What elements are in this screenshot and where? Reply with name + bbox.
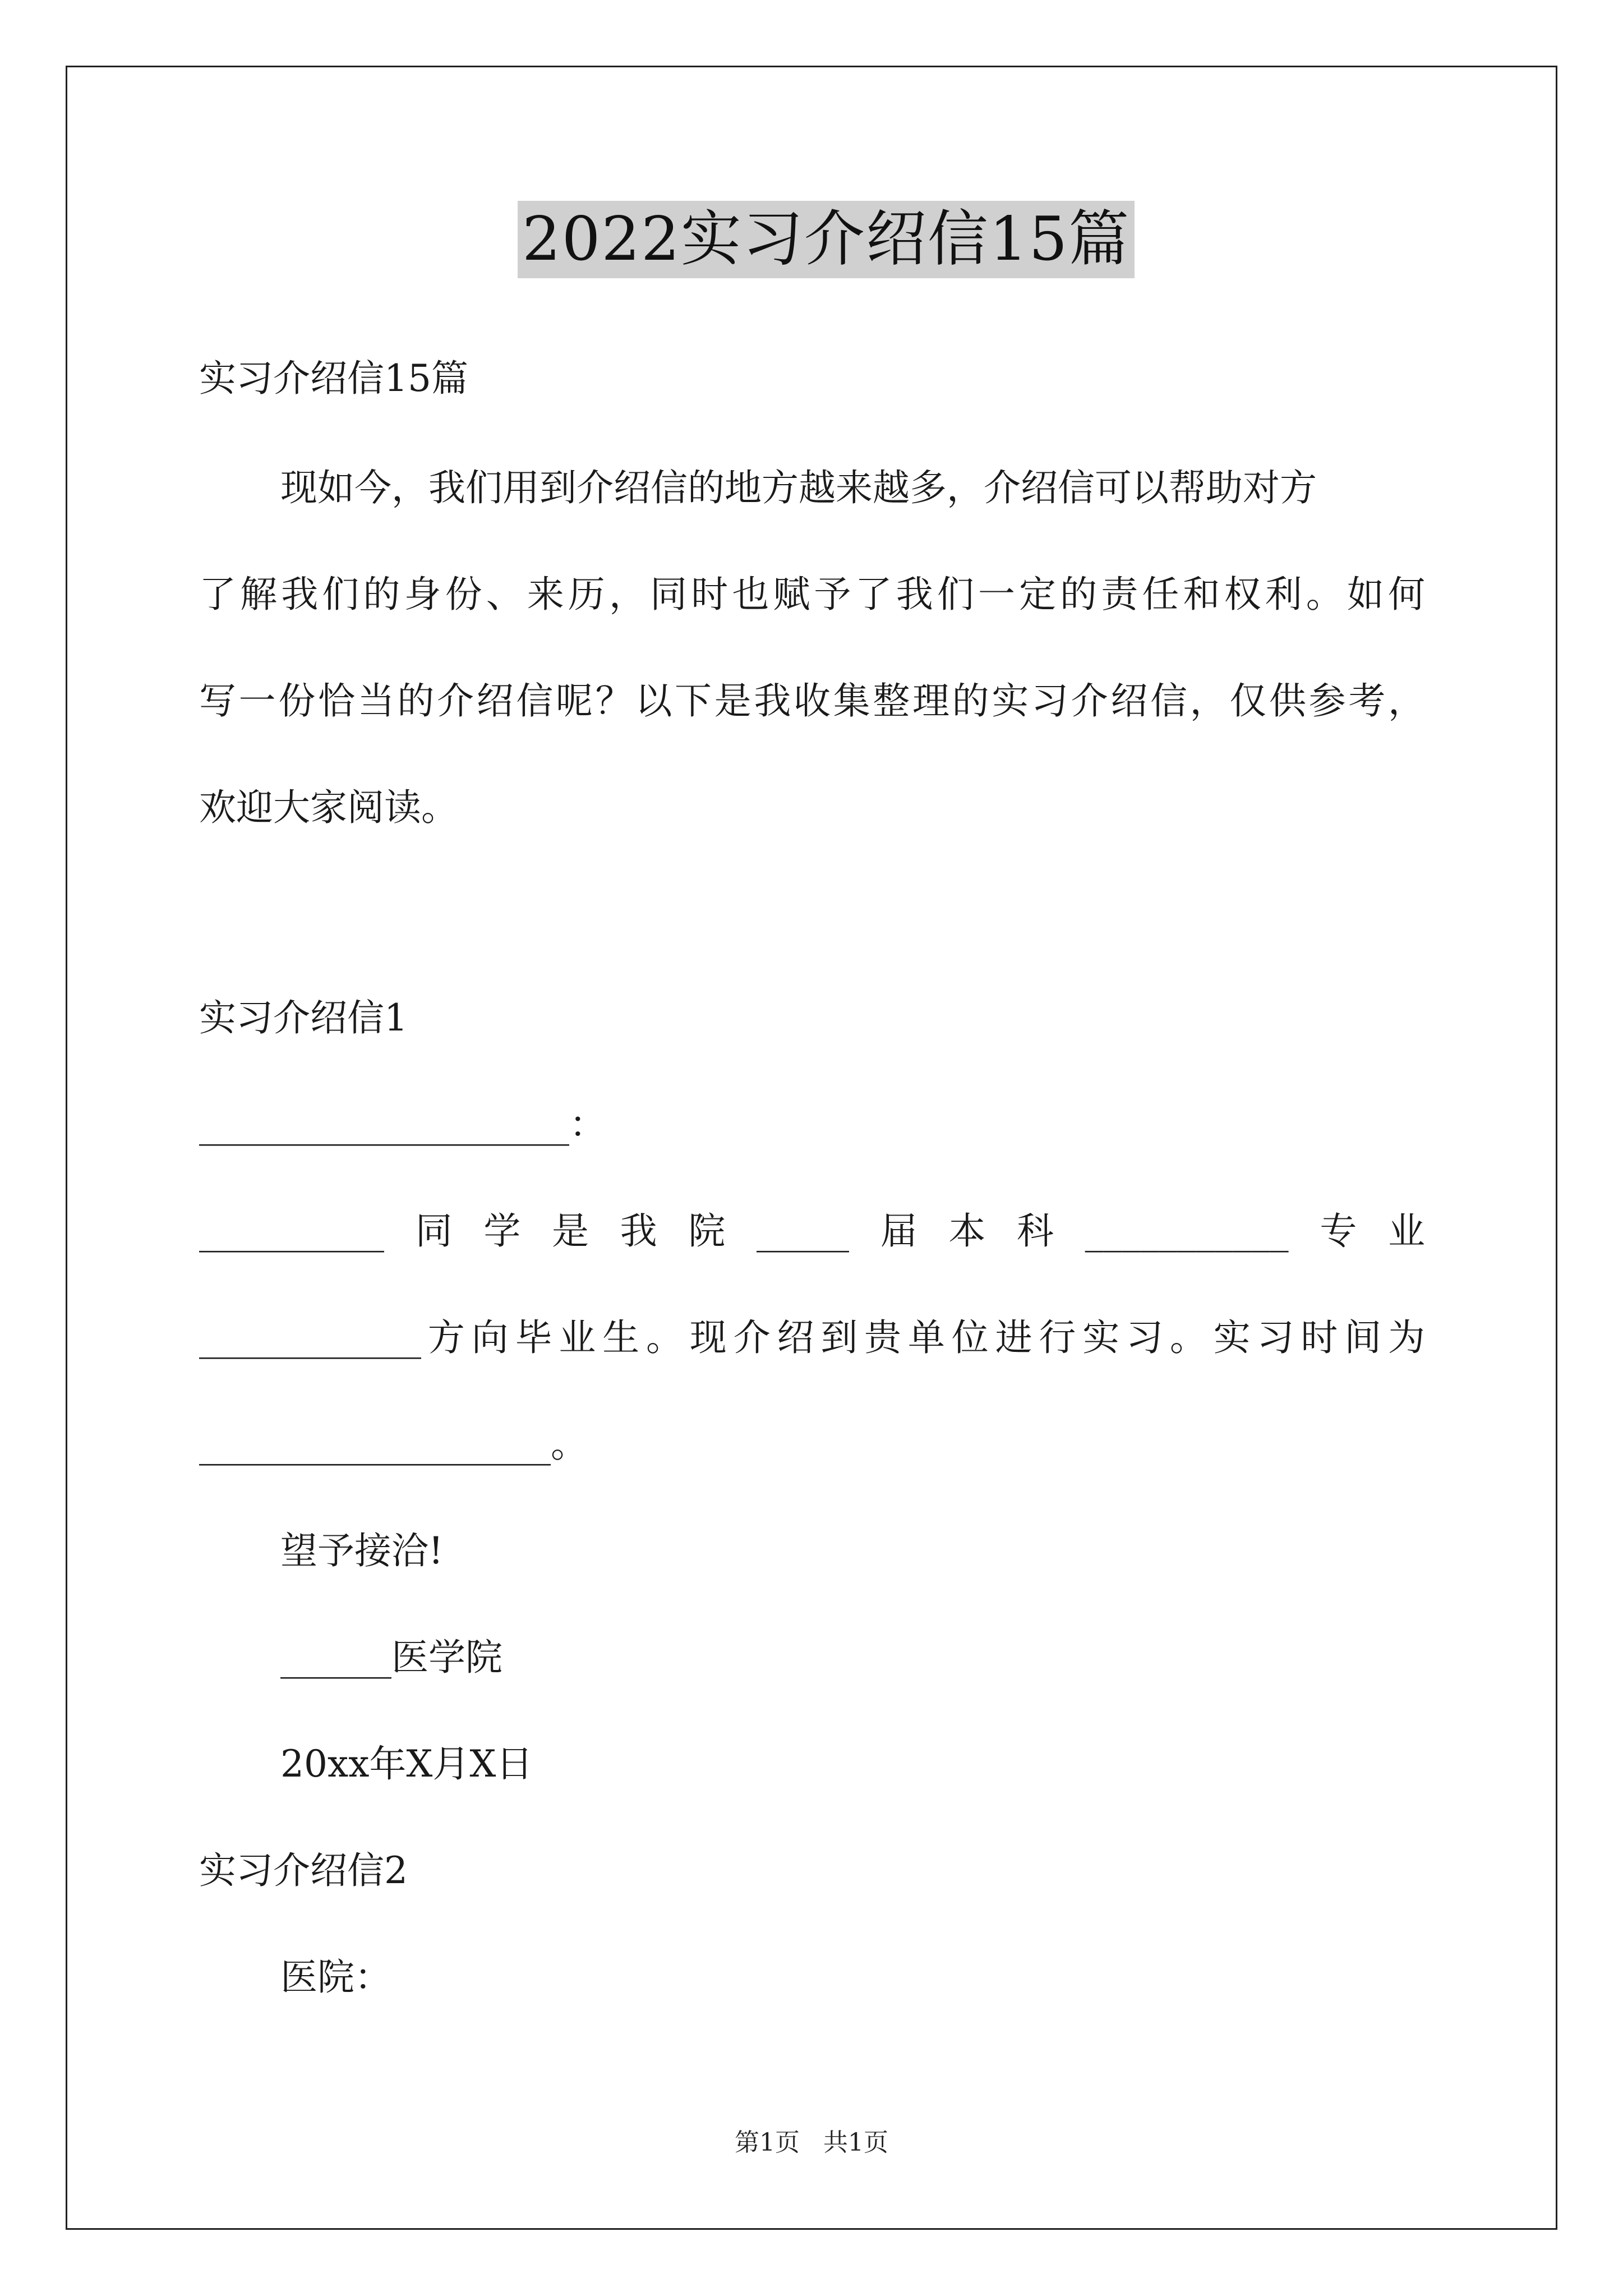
document-title: 2022实习介绍信15篇	[518, 201, 1135, 278]
page-footer: 第1页 共1页	[735, 2128, 888, 2157]
letter1-signature: ______医学院	[280, 1636, 502, 1679]
intro-line-4: 欢迎大家阅读。	[199, 786, 458, 829]
letter1-body-line-1: __________同学是我院_____届本科___________专业	[199, 1209, 1425, 1253]
letter1-heading: 实习介绍信1	[199, 996, 408, 1039]
intro-line-2: 了解我们的身份、来历，同时也赋予了我们一定的责任和权利。如何	[199, 573, 1425, 616]
intro-line-3: 写一份恰当的介绍信呢？以下是我收集整理的实习介绍信，仅供参考，	[199, 679, 1425, 723]
letter1-salutation: ____________________：	[199, 1103, 606, 1146]
letter1-closing: 望予接洽!	[280, 1529, 444, 1572]
subtitle: 实习介绍信15篇	[199, 357, 468, 400]
letter2-heading: 实习介绍信2	[199, 1849, 408, 1892]
letter1-body-line-2: ____________方向毕业生。现介绍到贵单位进行实习。实习时间为	[199, 1316, 1425, 1359]
letter2-salutation: 医院：	[280, 1955, 391, 1999]
letter1-body-line-3: ___________________。	[199, 1423, 588, 1466]
intro-line-1: 现如今，我们用到介绍信的地方越来越多，介绍信可以帮助对方	[280, 466, 1317, 509]
letter1-date: 20xx年X月X日	[280, 1742, 533, 1786]
